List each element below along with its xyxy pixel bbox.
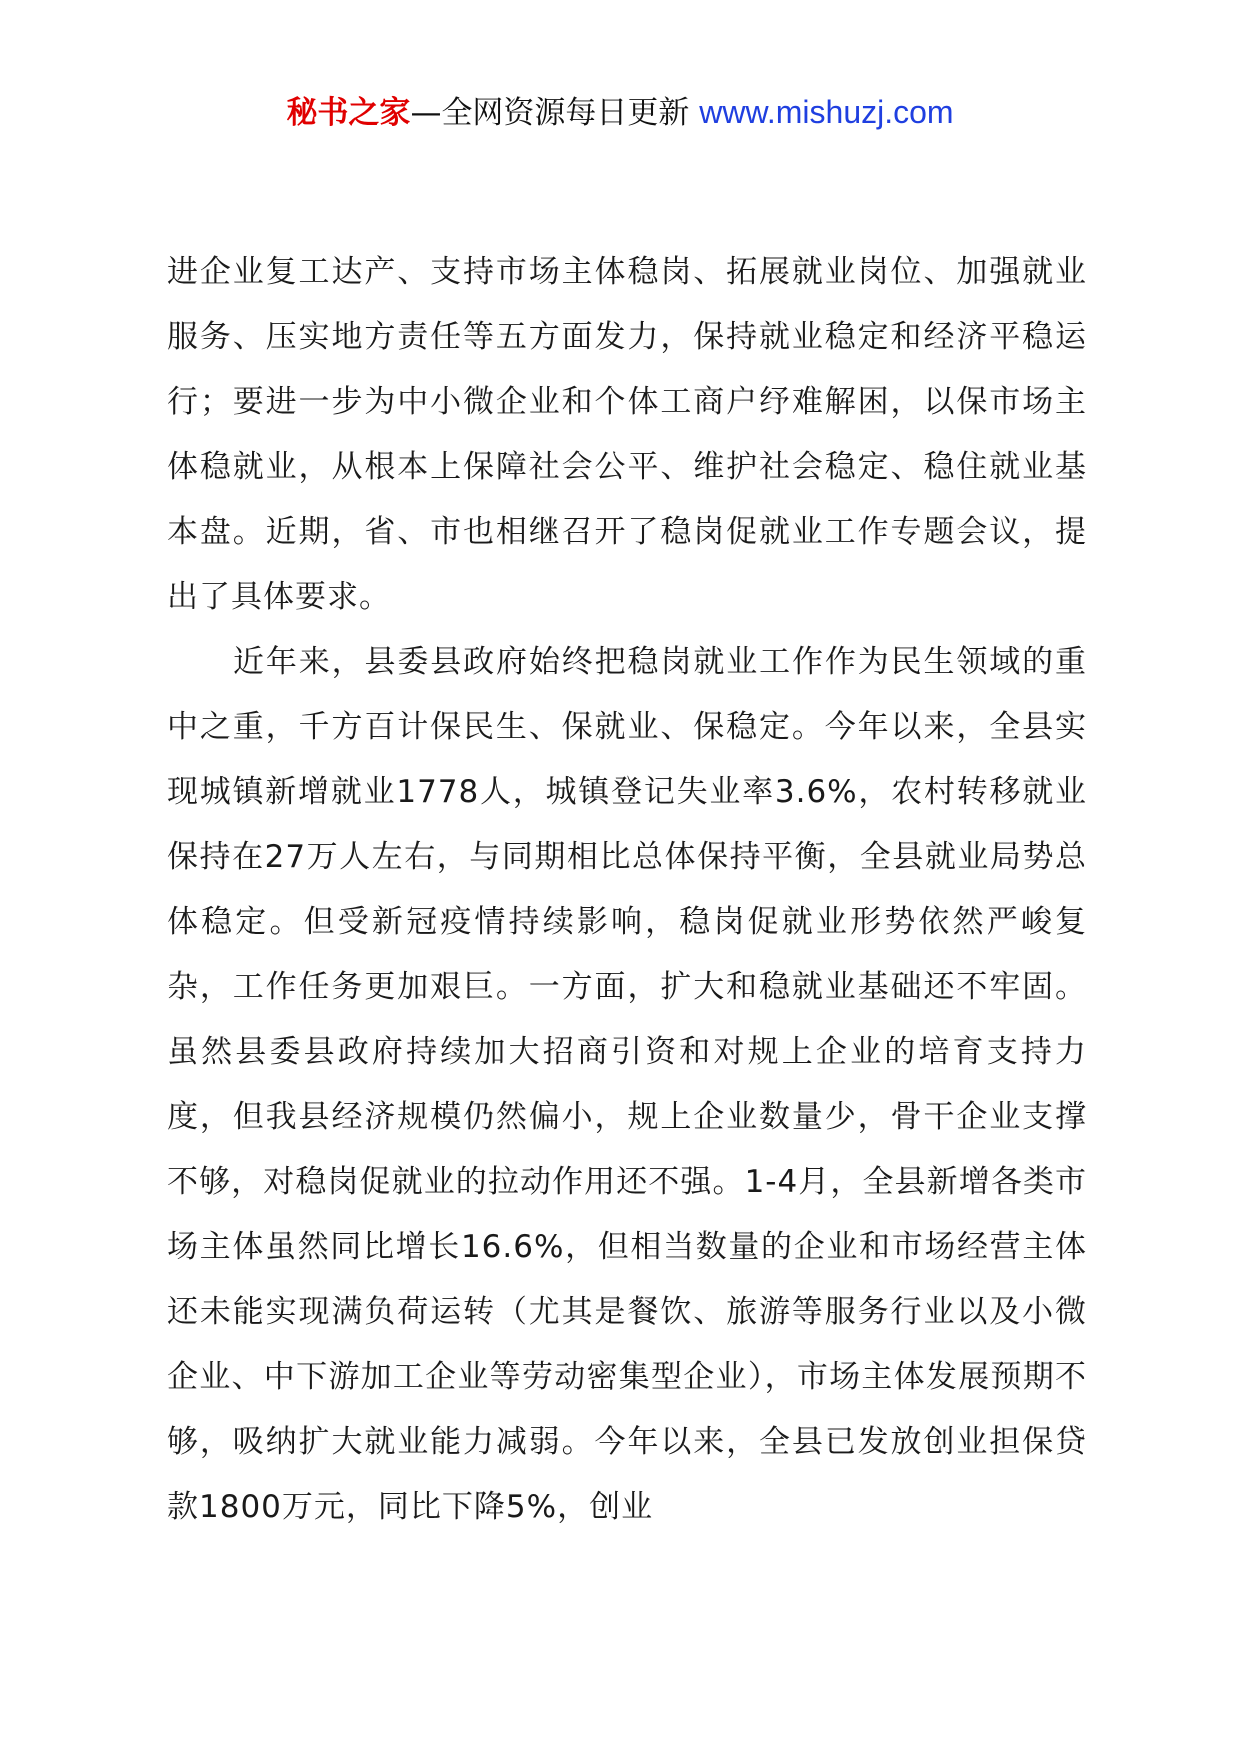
site-tagline: —全网资源每日更新 [410, 95, 700, 131]
paragraph-continued: 进企业复工达产、支持市场主体稳岗、拓展就业岗位、加强就业服务、压实地方责任等五方面发力，保持就业稳定和经济平稳运行；要进一步为中小微企业和个体工商户纾难解困，以保市场主体稳就业，从根本上保障社会公平、维护社会稳定、稳住就业基本盘。近期，省、市也相继召开了稳岗促就业工作专题会议，提出了具体要求。 [167, 254, 1087, 615]
document-body [167, 240, 1087, 1540]
paragraph: 近年来，县委县政府始终把稳岗就业工作作为民生领域的重中之重，千方百计保民生、保就业、保稳定。今年以来，全县实现城镇新增就业1778人，城镇登记失业率3.6%，农村转移就业保持在27万人左右，与同期相比总体保持平衡，全县就业局势总体稳定。但受新冠疫情持续影响，稳岗促就业形势依然严峻复杂，工作任务更加艰巨。一方面，扩大和稳就业基础还不牢固。虽然县委县政府持续加大招商引资和对规上企业的培育支持力度，但我县经济规模仍然偏小，规上企业数量少，骨干企业支撑不够，对稳岗促就业的拉动作用还不强。1-4月，全县新增各类市场主体虽然同比增长16.6%，但相当数量的企业和市场经营主体还未能实现满负荷运转（尤其是餐饮、旅游等服务行业以及小微企业、中下游加工企业等劳动密集型企业），市场主体发展预期不够，吸纳扩大就业能力减弱。今年以来，全县已发放创业担保贷款1800万元，同比下降5%，创业 [167, 644, 1087, 1525]
site-brand: 秘书之家 [286, 95, 411, 131]
site-url[interactable]: www.mishuzj.com [699, 94, 954, 130]
page-header [0, 92, 1240, 133]
